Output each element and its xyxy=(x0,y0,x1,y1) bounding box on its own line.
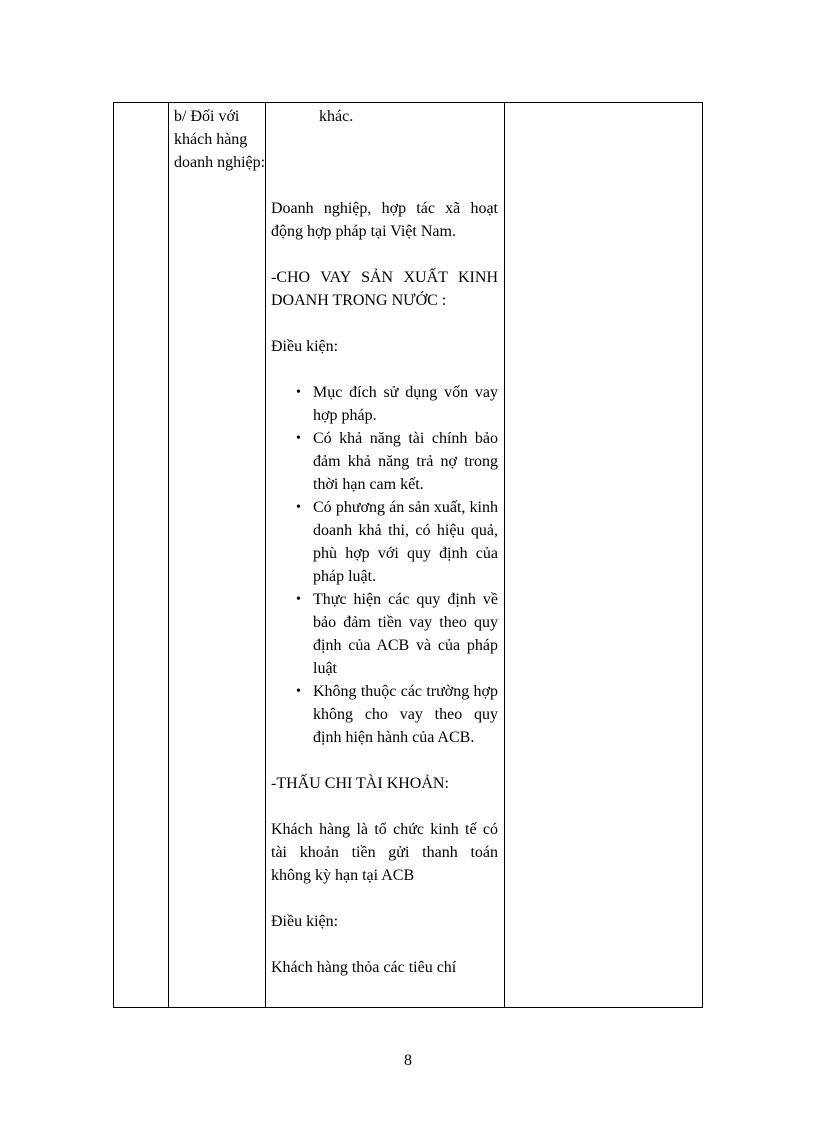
condition-item: • Mục đích sử dụng vốn vay hợp pháp. xyxy=(313,381,498,427)
conditions-label-2: Điều kiện: xyxy=(271,913,339,930)
description-cell xyxy=(266,103,504,979)
section-title-production-loan: -CHO VAY SẢN XUẤT KINH DOANH TRONG NƯỚC : xyxy=(271,269,498,309)
condition-item: • Không thuộc các trường hợp không cho vay theo quy định hiện hành của ACB. xyxy=(313,680,498,749)
overdraft-criteria: Khách hàng thỏa các tiêu chí xyxy=(271,959,457,976)
conditions-label: Điều kiện: xyxy=(271,338,339,355)
column-divider-3 xyxy=(504,103,505,1007)
condition-item: • Có phương án sản xuất, kinh doanh khả thi, có hiệu quả, phù hợp với quy định của pháp luật. xyxy=(313,496,498,588)
conditions-list xyxy=(271,381,498,749)
previous-text-tail: khác. xyxy=(319,108,354,125)
customer-type-cell xyxy=(169,103,270,174)
condition-item: • Thực hiện các quy định về bảo đảm tiền vay theo quy định của ACB và của pháp luật xyxy=(313,588,498,680)
customer-type-label: b/ Đối với khách hàng doanh nghiệp: xyxy=(174,108,266,171)
column-divider-1 xyxy=(168,103,169,1007)
eligibility-intro: Doanh nghiệp, hợp tác xã hoạt động hợp pháp tại Việt Nam. xyxy=(271,200,498,240)
section-title-overdraft: -THẤU CHI TÀI KHOẢN: xyxy=(271,775,449,792)
content-table xyxy=(113,102,703,1008)
condition-item: • Có khả năng tài chính bảo đảm khả năng trả nợ trong thời hạn cam kết. xyxy=(313,427,498,496)
overdraft-description: Khách hàng là tổ chức kinh tế có tài khoản tiền gửi thanh toán không kỳ hạn tại ACB xyxy=(271,821,498,884)
page-number: 8 xyxy=(404,1052,412,1069)
